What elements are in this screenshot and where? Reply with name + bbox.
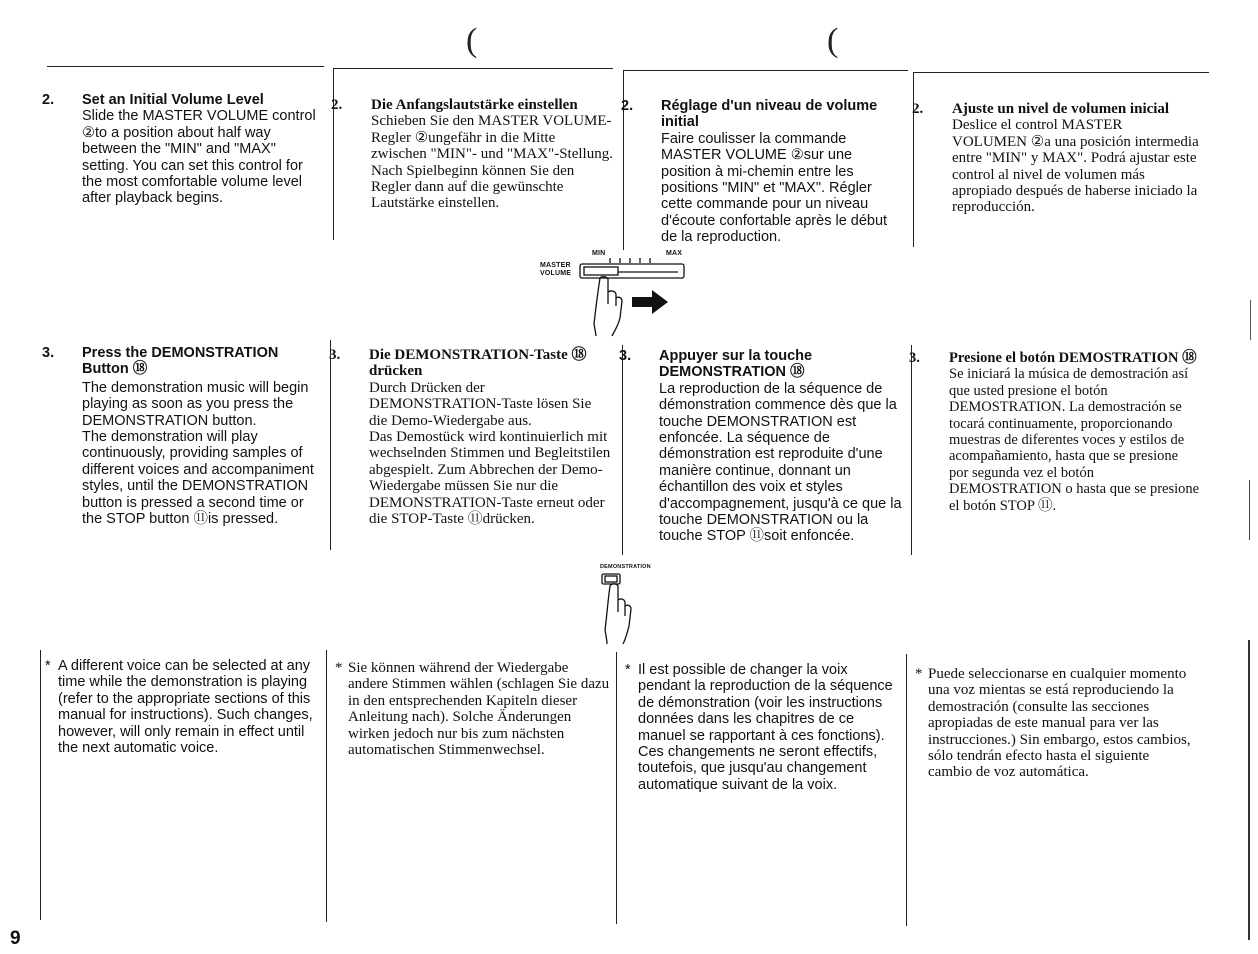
- demo-button-press-icon: [596, 572, 656, 644]
- fr-note-text: Il est possible de changer la voix pendant la reproduction de la séquence de démonstration (voir les instructions données dans les chapitres de ce manuel se rapportant à ces fonctions). Ces changements ne seront effectifs, toutefois, que jusqu'au changement automatique suivant de la voix.: [638, 662, 893, 793]
- fr-step3-body1: La reproduction de la séquence de démonstration commence dès que la touche DEMONSTRATION est enfoncée. La séquence de démonstration est reproduite d'une manière continue, donnant un échantillon des voix et styles d'accompagnement, jusqu'à ce que la touche DEMONSTRATION ou la touche STOP ⑪soit enfoncée.: [659, 380, 902, 545]
- fr-step3-title: Appuyer sur la touche DEMONSTRATION ⑱: [659, 348, 813, 381]
- rule-es-mid: [911, 345, 912, 555]
- top-rule-de: [333, 68, 613, 69]
- rule-es-top: [913, 72, 914, 247]
- es-step2-number: 2.: [912, 101, 924, 117]
- de-step3: [329, 347, 611, 528]
- es-step2-body: Deslice el control MASTER VOLUMEN ②a una posición intermedia entre "MIN" y MAX". Podrá ajustar este control al nivel de volumen más apropiado después de haberse iniciado la reproducción.: [952, 117, 1199, 216]
- binding-mark-right: (: [827, 22, 839, 59]
- volume-volume-label: VOLUME: [540, 270, 572, 277]
- fr-step2-body: Faire coulisser la commande MASTER VOLUME ②sur une position à mi-chemin entre les positions "MIN" et "MAX". Régler cette commande pour un niveau d'écoute confortable après le début de la reproduction.: [661, 130, 888, 246]
- fr-step2-number: 2.: [621, 98, 634, 114]
- de-note-text: Sie können während der Wiedergabe andere Stimmen wählen (schlagen Sie dazu in den entsprechenden Kapiteln dieser Anleitung nach). Solche Änderungen wirken jedoch nur bis zum nächsten automatischen Stimmenwechsel.: [348, 660, 610, 759]
- en-step2-number: 2.: [42, 92, 55, 108]
- fr-step3: [619, 348, 905, 545]
- en-step3-title: Press the DEMONSTRATION Button ⑱: [82, 345, 279, 378]
- en-note-text: A different voice can be selected at any time while the demonstration is playing (refer to the appropriate sections of this manual for instructions). Such changes, however, will only remain in effect until the next automatic voice.: [58, 658, 313, 757]
- de-step2-title: Die Anfangslautstärke einstellen: [371, 97, 578, 113]
- en-step2: [42, 92, 322, 207]
- de-step2-number: 2.: [331, 97, 343, 113]
- es-step2: [912, 101, 1200, 216]
- de-note: [335, 660, 610, 759]
- de-step3-number: 3.: [329, 347, 341, 363]
- en-step2-body: Slide the MASTER VOLUME control ②to a position about half way between the "MIN" and "MAX" setting. You can set this control for the most comfortable volume level after playback begins.: [82, 108, 316, 207]
- fr-step2-title: Réglage d'un niveau de volume initial: [661, 98, 878, 131]
- en-note-asterisk: *: [45, 658, 51, 674]
- en-step3-body1: The demonstration music will begin playing as soon as you press the DEMONSTRATION button.: [82, 379, 309, 429]
- top-rule-es: [914, 72, 1209, 73]
- es-step3-number: 3.: [909, 350, 920, 366]
- edge-mark-2: [1249, 480, 1250, 540]
- de-step2: [331, 97, 613, 212]
- en-step2-title: Set an Initial Volume Level: [82, 92, 264, 108]
- binding-mark-left: (: [466, 22, 478, 59]
- en-step3-number: 3.: [42, 345, 55, 361]
- edge-mark-3: [1248, 640, 1250, 940]
- demo-figure-label: DEMONSTRATION: [600, 564, 651, 570]
- rule-fr-bot: [616, 652, 617, 924]
- rule-en-bot: [40, 650, 41, 920]
- volume-master-label: MASTER: [540, 262, 571, 269]
- de-step3-title: Die DEMONSTRATION-Taste ⑱ drücken: [369, 347, 587, 380]
- rule-de-mid: [330, 340, 331, 550]
- de-note-asterisk: *: [335, 660, 343, 676]
- en-note: [45, 658, 318, 757]
- fr-step3-number: 3.: [619, 348, 632, 364]
- top-rule-fr: [623, 70, 908, 71]
- de-step3-body2: Das Demostück wird kontinuierlich mit wechselnden Stimmen und Begleitstilen abgespielt. Zum Abbrechen der Demo-Wiedergabe müssen Sie nur die DEMONSTRATION-Taste erneut oder die STOP-Taste ⑪drücken.: [369, 429, 611, 528]
- volume-max-label: MAX: [666, 250, 683, 257]
- es-step3-body1: Se iniciará la música de demostración así que usted presione el botón DEMOSTRATION. La demostración se tocará continuamente, proporcionando muestras de diferentes voces y estilos de acompañamiento, hasta que se presione por segunda vez el botón DEMOSTRATION o hasta que se presione el botón STOP ⑪.: [949, 366, 1200, 514]
- de-step3-body1: Durch Drücken der DEMONSTRATION-Taste lösen Sie die Demo-Wiedergabe aus.: [369, 379, 592, 429]
- rule-de-bot: [326, 650, 327, 922]
- page-number: 9: [10, 928, 21, 949]
- volume-min-label: MIN: [592, 250, 606, 257]
- de-step2-body: Schieben Sie den MASTER VOLUME-Regler ②ungefähr in die Mitte zwischen "MIN"- und "MAX"-Stellung. Nach Spielbeginn können Sie den Regler dann auf die gewünschte Lautstärke einstellen.: [371, 113, 613, 212]
- demonstration-button-illustration: [596, 564, 666, 644]
- es-step3-title: Presione el botón DEMOSTRATION ⑱: [949, 350, 1197, 366]
- right-arrow-icon: [632, 290, 668, 314]
- rule-fr-top: [623, 70, 624, 250]
- top-rule-en: [47, 66, 324, 67]
- es-step2-title: Ajuste un nivel de volumen inicial: [952, 101, 1170, 117]
- fr-note-asterisk: *: [625, 662, 631, 678]
- edge-mark-1: [1250, 300, 1251, 340]
- rule-fr-mid: [622, 345, 623, 555]
- es-note: [915, 666, 1192, 781]
- rule-de-top: [333, 68, 334, 240]
- es-note-text: Puede seleccionarse en cualquier momento una voz mientas se está reproduciendo la demostración (consulte las secciones apropiadas de este manual para ver las instrucciones.) Sin embargo, estos cambios, sólo tendrán efecto hasta el siguiente cambio de voz automática.: [928, 666, 1191, 781]
- es-note-asterisk: *: [915, 666, 923, 682]
- rule-es-bot: [906, 654, 907, 926]
- en-step3: [42, 345, 324, 528]
- en-step3-body2: The demonstration will play continuously, providing samples of different voices and accompaniment styles, until the DEMONSTRATION button is pressed a second time or the STOP button ⑪is pressed.: [82, 429, 314, 528]
- es-step3: [909, 350, 1201, 514]
- fr-note: [625, 662, 898, 793]
- fr-step2: [621, 98, 903, 246]
